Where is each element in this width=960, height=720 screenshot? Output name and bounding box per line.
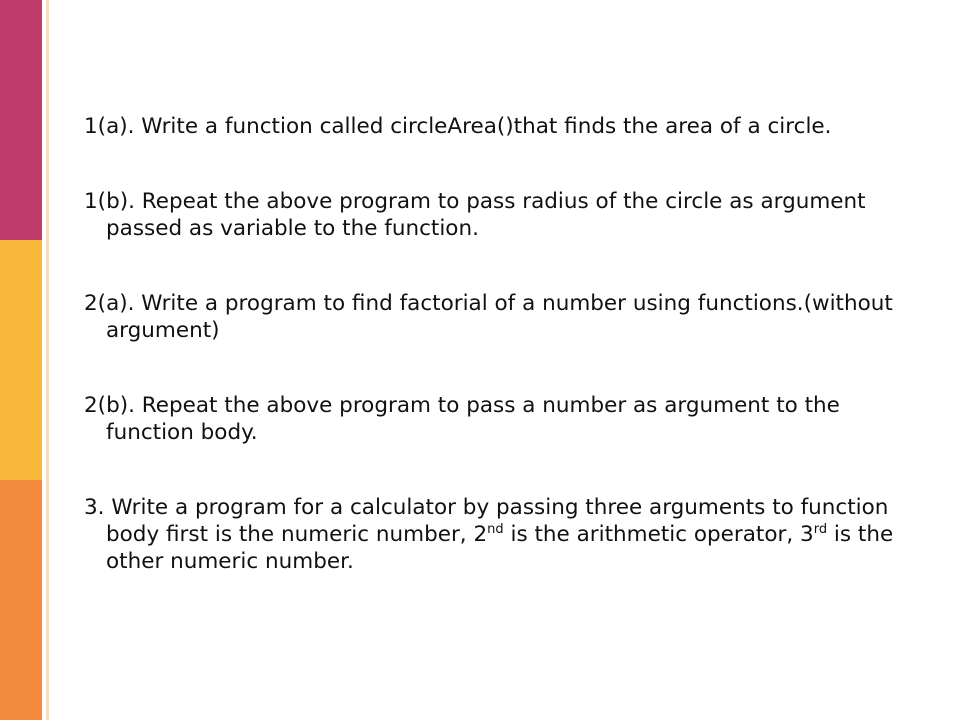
slide-content [84,113,914,623]
accent-bar-orange [0,480,42,720]
exercise-3-text-b: is the arithmetic operator, 3 [503,522,814,547]
exercise-2b: 2(b). Repeat the above program to pass a number as argument to the function body. [84,393,840,445]
exercise-2a: 2(a). Write a program to find factorial of a number using functions.(without argument) [84,291,893,343]
accent-divider-line [46,0,49,720]
exercise-3-text-a: 3. Write a program for a calculator by passing three arguments to function body first is the numeric number, 2 [84,495,889,547]
exercise-1a: 1(a). Write a function called circleArea()that finds the area of a circle. [84,114,832,139]
exercise-3-sup-rd: rd [813,521,828,537]
accent-bar-magenta [0,0,42,240]
exercise-1b: 1(b). Repeat the above program to pass radius of the circle as argument passed as variable to the function. [84,189,866,241]
exercise-3 [84,494,914,575]
accent-bar-yellow [0,240,42,480]
exercise-3-sup-nd: nd [487,521,504,537]
exercise-3-text-c: is the other numeric number. [106,522,894,574]
